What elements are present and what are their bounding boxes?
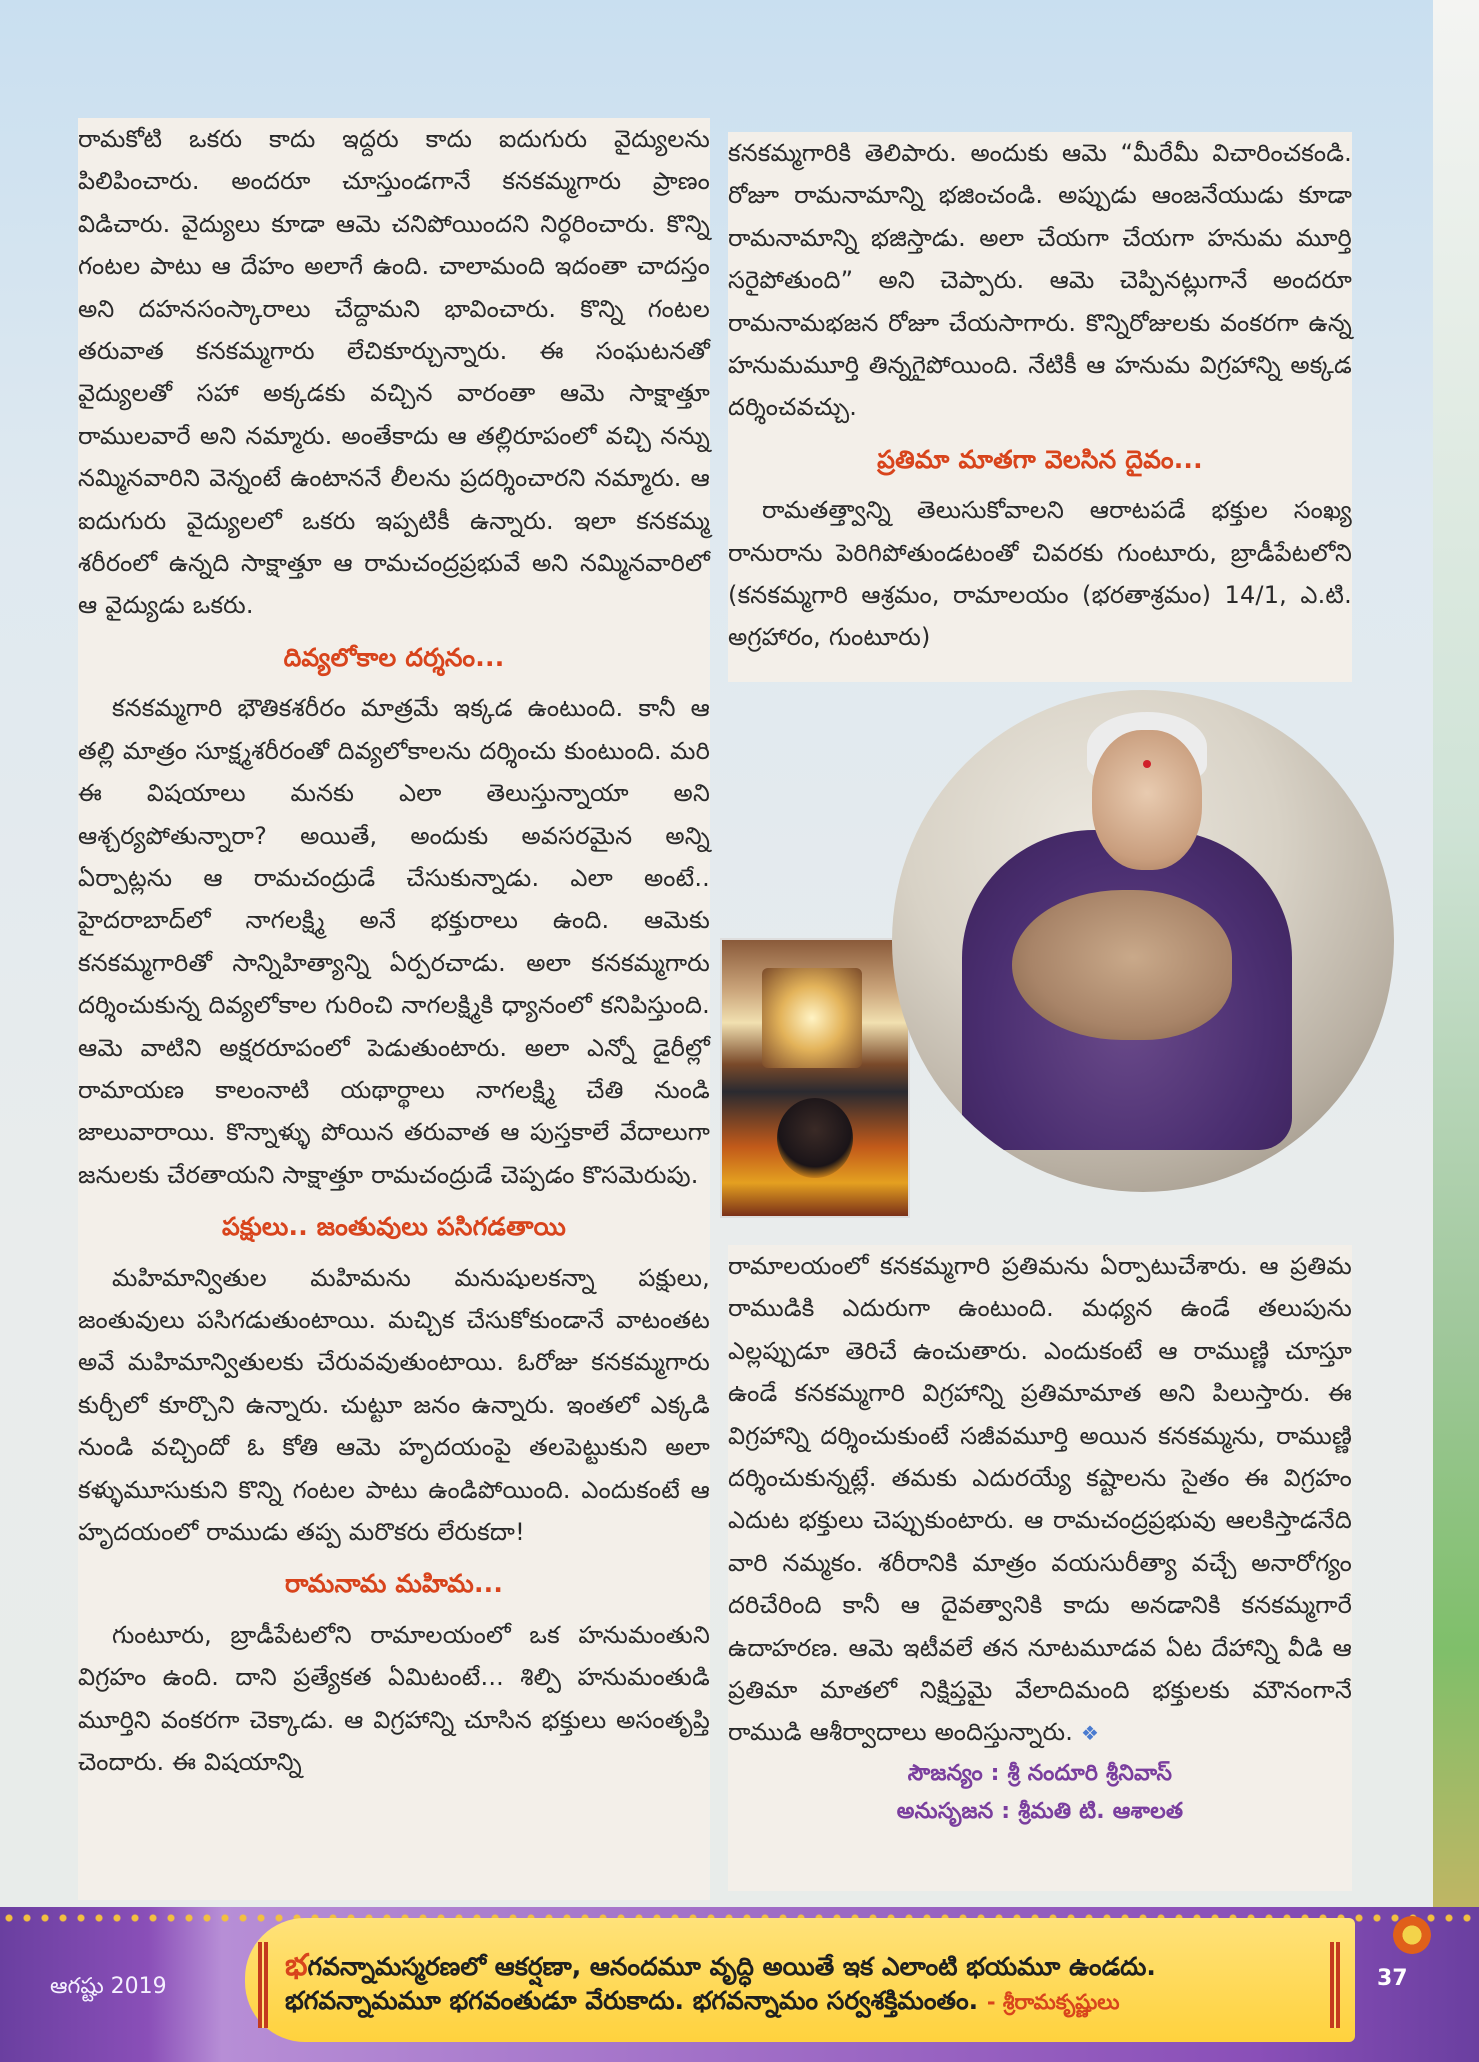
bindi	[1143, 760, 1151, 768]
left-paragraph-4: గుంటూరు, బ్రాడీపేటలోని రామాలయంలో ఒక హనుమంతుని విగ్రహం ఉంది. దాని ప్రత్యేకత ఏమిటంటే... శిల్పి హనుమంతుడి మూర్తిని వంకరగా చెక్కాడు. ఆ విగ్రహాన్ని చూసిన భక్తులు అసంతృప్తి చెందారు. ఈ విషయాన్ని	[78, 1620, 710, 1777]
quote-left-bar	[258, 1942, 268, 2028]
credit-translation: అనుసృజన : శ్రీమతి టి. ఆశాలత	[896, 1798, 1184, 1824]
left-paragraph-1: రామకోటి ఒకరు కాదు ఇద్దరు కాదు ఐదుగురు వైద్యులను పిలిపించారు. అందరూ చూస్తుండగానే కనకమ్మగారు ప్రాణం విడిచారు. వైద్యులు కూడా ఆమె చనిపోయిందని నిర్ధరించారు. కొన్ని గంటల పాటు ఆ దేహం అలాగే ఉంది. చాలామంది ఇదంతా చాదస్తం అని దహనసంస్కారాలు చేద్దామని భావించారు. కొన్ని గంటల తరువాత కనకమ్మగారు లేచికూర్చున్నారు. ఈ సంఘటనతో వైద్యులతో సహా అక్కడకు వచ్చిన వారంతా ఆమె సాక్షాత్తూ రాములవారే అని నమ్మారు. అంతేకాదు ఆ తల్లిరూపంలో వచ్చి నన్ను నమ్మినవారిని వెన్నంటే ఉంటాననే లీలను ప్రదర్శించారని నమ్మారు. ఆ ఐదుగురు వైద్యులలో ఒకరు ఇప్పటికీ ఉన్నారు. ఇలా కనకమ్మ శరీరంలో ఉన్నది సాక్షాత్తూ ఆ రామచంద్రప్రభువే అని నమ్మినవారిలో ఆ వైద్యుడు ఒకరు.	[78, 125, 710, 620]
left-paragraph-3: మహిమాన్వితుల మహిమను మనుషులకన్నా పక్షులు, జంతువులు పసిగడుతుంటాయి. మచ్చిక చేసుకోకుండానే వాటంతట అవే మహిమాన్వితులకు చేరువవుతుంటాయి. ఓరోజు కనకమ్మగారు కుర్చీలో కూర్చొని ఉన్నారు. చుట్టూ జనం ఉన్నారు. ఇంతలో ఎక్కడి నుండి వచ్చిందో ఓ కోతి ఆమె హృదయంపై తలపెట్టుకుని అలా కళ్ళుమూసుకుని కొన్ని గంటల పాటు ఉండిపోయింది. ఎందుకంటే ఆ హృదయంలో రాముడు తప్ప మరొకరు లేరుకదా!	[78, 1263, 710, 1546]
quote-right-bar	[1330, 1942, 1340, 2028]
right-paragraph-3-text: రామాలయంలో కనకమ్మగారి ప్రతిమను ఏర్పాటుచేశారు. ఆ ప్రతిమ రాముడికి ఎదురుగా ఉంటుంది. మధ్యన ఉండే తలుపును ఎల్లప్పుడూ తెరిచే ఉంచుతారు. ఎందుకంటే ఆ రాముణ్ణి చూస్తూ ఉండే కనకమ్మగారి విగ్రహాన్ని ప్రతిమామాత అని పిలుస్తారు. ఈ విగ్రహాన్ని దర్శించుకుంటే సజీవమూర్తి అయిన కనకమ్మను, రాముణ్ణి దర్శించుకున్నట్లే. తమకు ఎదురయ్యే కష్టాలను సైతం ఈ విగ్రహం ఎదుట భక్తులు చెప్పుకుంటారు. ఆ రామచంద్రప్రభువు ఆలకిస్తాడనేది వారి నమ్మకం. శరీరానికి మాత్రం వయసురీత్యా వచ్చే అనారోగ్యం దరిచేరింది కానీ ఆ దైవత్వానికి కాదు అనడానికి కనకమ్మగారే ఉదాహరణ. ఆమె ఇటీవలే తన నూటమూడవ ఏట దేహాన్ని వీడి ఆ ప్రతిమా మాతలో నిక్షిప్తమై వేలాదిమంది భక్తులకు మౌనంగానే రాముడి ఆశీర్వాదాలు అందిస్తున్నారు.	[728, 1252, 1352, 1747]
heading-birds-animals: పక్షులు.. జంతువులు పసిగడతాయి	[222, 1212, 566, 1242]
kanakamma-monkey-photo	[892, 690, 1394, 1192]
heading-ramanama-mahima: రామనామ మహిమ...	[284, 1569, 504, 1599]
page-number: 37	[1377, 1966, 1408, 1991]
right-paragraph-3	[728, 1245, 1352, 1755]
heading-divine-worlds: దివ్యలోకాల దర్శనం...	[283, 642, 505, 672]
quote-line-2	[285, 1986, 1325, 2022]
adjacent-page-edge	[1433, 0, 1479, 2062]
credit-courtesy: సౌజన్యం : శ్రీ నందూరి శ్రీనివాస్	[907, 1760, 1173, 1786]
right-column-top	[728, 132, 1352, 682]
idol-head-garland	[777, 1098, 853, 1178]
temple-idol-photo	[720, 938, 910, 1218]
right-paragraph-1: కనకమ్మగారికి తెలిపారు. అందుకు ఆమె “మీరేమీ విచారించకండి. రోజూ రామనామాన్ని భజించండి. అప్పుడు ఆంజనేయుడు కూడా రామనామాన్ని భజిస్తాడు. అలా చేయగా చేయగా హనుమ మూర్తి సరైపోతుంది” అని చెప్పారు. ఆమె చెప్పినట్లుగానే అందరూ రామనామభజన రోజూ చేయసాగారు. కొన్నిరోజులకు వంకరగా ఉన్న హనుమమూర్తి తిన్నగైపోయింది. నేటికీ ఆ హనుమ విగ్రహాన్ని అక్కడ దర్శించవచ్చు.	[728, 139, 1352, 422]
end-mark-icon: ❖	[1080, 1721, 1100, 1746]
heading-pratima-mata: ప్రతిమా మాతగా వెలసిన దైవం...	[877, 444, 1203, 474]
right-column-bottom	[728, 1245, 1352, 1891]
left-paragraph-2: కనకమ్మగారి భౌతికశరీరం మాత్రమే ఇక్కడ ఉంటుంది. కానీ ఆ తల్లి మాత్రం సూక్ష్మశరీరంతో దివ్యలోకాలను దర్శించు కుంటుంది. మరి ఈ విషయాలు మనకు ఎలా తెలుస్తున్నాయా అని ఆశ్చర్యపోతున్నారా? అయితే, అందుకు అవసరమైన అన్ని ఏర్పాట్లను ఆ రామచంద్రుడే చేసుకున్నాడు. ఎలా అంటే.. హైదరాబాద్‌లో నాగలక్ష్మి అనే భక్తురాలు ఉంది. ఆమెకు కనకమ్మగారితో సాన్నిహిత్యాన్ని ఏర్పరచాడు. అలా కనకమ్మగారు దర్శించుకున్న దివ్యలోకాల గురించి నాగలక్ష్మికి ధ్యానంలో కనిపిస్తుంది. ఆమె వాటిని అక్షరరూపంలో పెడుతుంటారు. అలా ఎన్నో డైరీల్లో రామాయణ కాలంనాటి యథార్థాలు నాగలక్ష్మి చేతి నుండి జాలువారాయి. కొన్నాళ్ళు పోయిన తరువాత ఆ పుస్తకాలే వేదాలుగా జనులకు చేరతాయని సాక్షాత్తూ రామచంద్రుడే చెప్పడం కొసమెరుపు.	[78, 694, 710, 1189]
credits	[728, 1755, 1352, 1831]
quote-line-1	[285, 1948, 1325, 1990]
issue-month: ఆగష్టు 2019	[50, 1974, 167, 1999]
quote-initial: భ	[285, 1948, 308, 1983]
temple-shrine	[762, 968, 862, 1068]
quote-line-1-text: గవన్నామస్మరణలో ఆకర్షణా, ఆనందమూ వృద్ధి అయితే ఇక ఎలాంటి భయమూ ఉండదు.	[307, 1952, 1156, 1981]
right-paragraph-2: రామతత్త్వాన్ని తెలుసుకోవాలని ఆరాటపడే భక్తుల సంఖ్య రానురాను పెరిగిపోతుండటంతో చివరకు గుంటూరు, బ్రాడీపేటలోని (కనకమ్మగారి ఆశ్రమం, రామాలయం (భరతాశ్రమం) 14/1, ఎ.టి. అగ్రహారం, గుంటూరు)	[728, 496, 1352, 652]
flower-icon	[1388, 1915, 1436, 1955]
face	[1092, 730, 1202, 870]
quote-attribution: - శ్రీరామకృష్ణులు	[986, 1990, 1120, 2014]
left-column	[78, 118, 710, 1900]
quote-line-2-text: భగవన్నామమూ భగవంతుడూ వేరుకాదు. భగవన్నామం సర్వశక్తిమంతం.	[285, 1986, 979, 2015]
monkey	[1012, 890, 1232, 1040]
